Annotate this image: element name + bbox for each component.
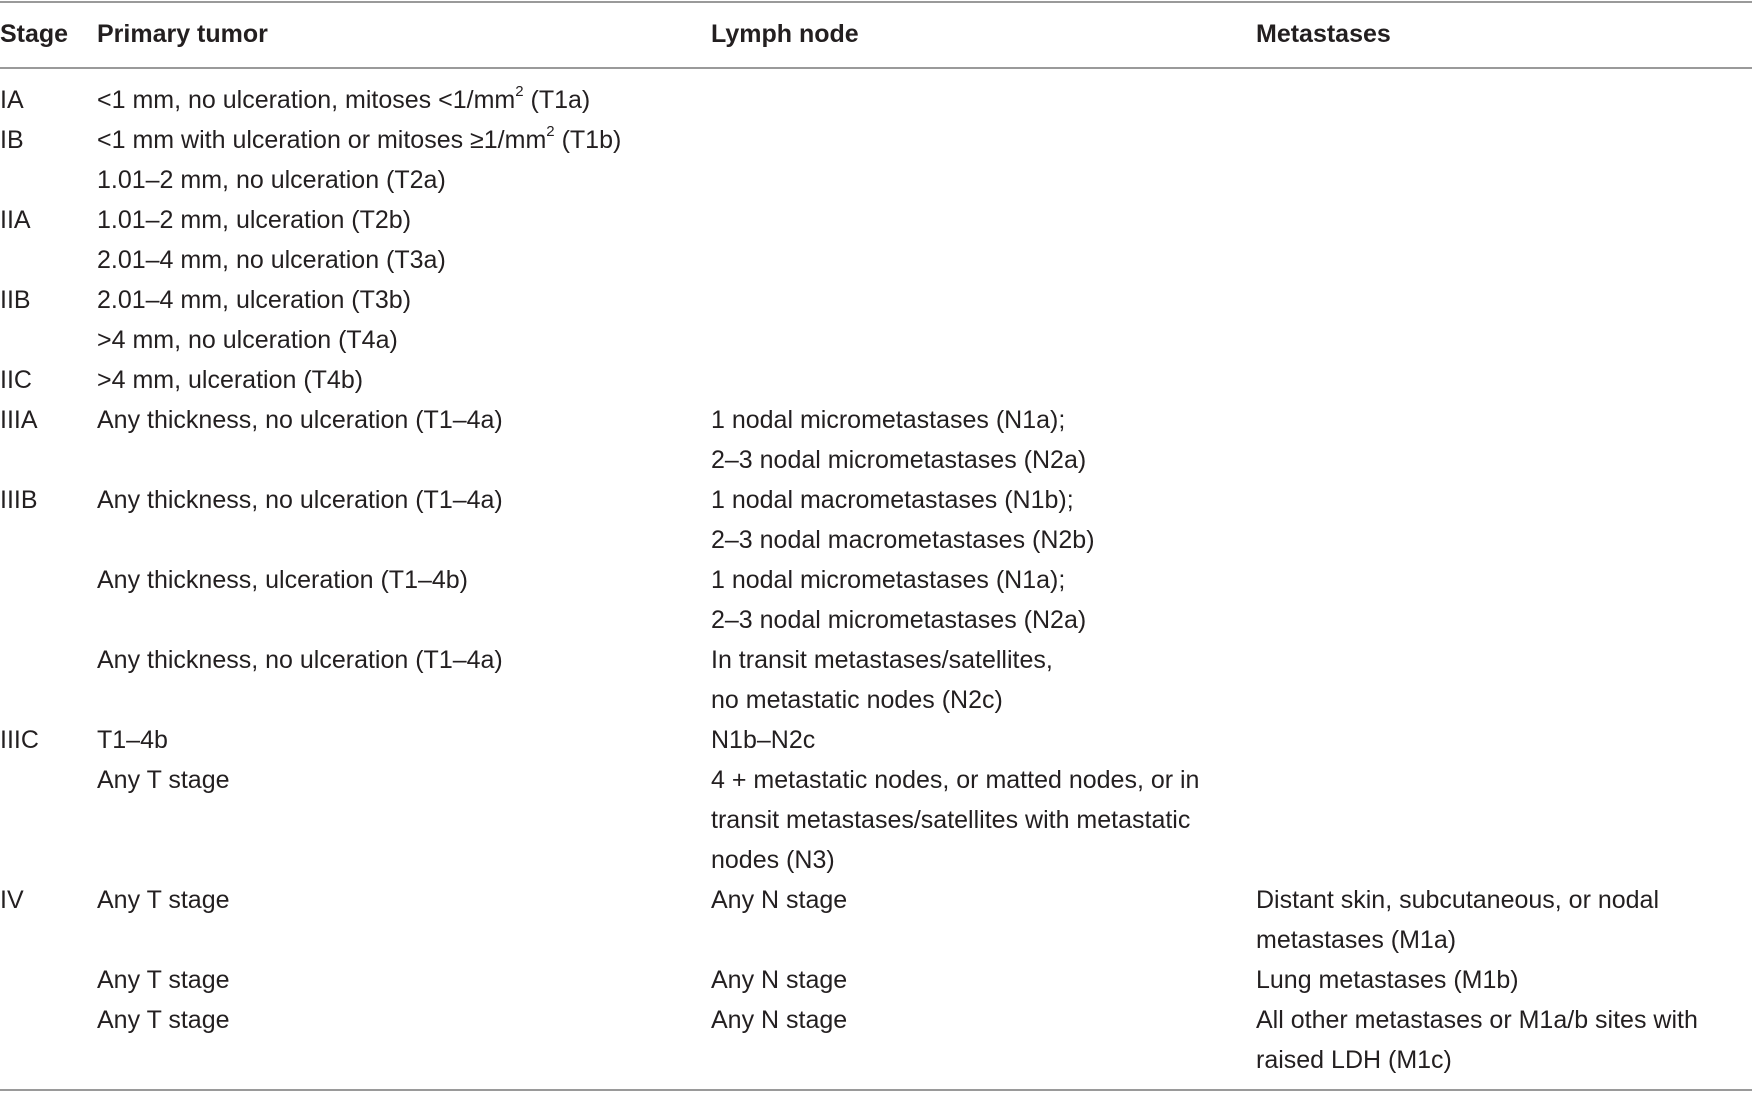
table-row bbox=[0, 760, 1752, 800]
table-row bbox=[0, 120, 1752, 160]
primary-tumor-text: Any thickness, ulceration (T1–4b) bbox=[97, 566, 469, 594]
header-lymph-node: Lymph node bbox=[711, 20, 859, 48]
primary-tumor-text: 1.01–2 mm, no ulceration (T2a) bbox=[97, 166, 446, 194]
primary-tumor-cell bbox=[97, 720, 168, 760]
table-row bbox=[0, 720, 1752, 760]
lymph-node-cell: 2–3 nodal micrometastases (N2a) bbox=[711, 606, 1087, 634]
stage-cell: IV bbox=[0, 886, 24, 914]
primary-tumor-cell bbox=[97, 400, 503, 440]
table-row bbox=[0, 520, 1752, 560]
metastases-cell: Lung metastases (M1b) bbox=[1256, 966, 1519, 994]
lymph-node-cell: N1b–N2c bbox=[711, 726, 816, 754]
primary-tumor-cell bbox=[97, 160, 446, 200]
primary-tumor-text: Any T stage bbox=[97, 766, 230, 794]
lymph-node-cell: Any N stage bbox=[711, 886, 848, 914]
table-header bbox=[0, 14, 1752, 54]
primary-tumor-text: 2.01–4 mm, ulceration (T3b) bbox=[97, 286, 412, 314]
primary-tumor-text: 2.01–4 mm, no ulceration (T3a) bbox=[97, 246, 446, 274]
table-row bbox=[0, 800, 1752, 840]
primary-tumor-text: <1 mm, no ulceration, mitoses <1/mm bbox=[97, 86, 516, 114]
primary-tumor-superscript: 2 bbox=[546, 122, 555, 140]
header-primary-tumor: Primary tumor bbox=[97, 20, 268, 48]
lymph-node-cell: 2–3 nodal micrometastases (N2a) bbox=[711, 446, 1087, 474]
primary-tumor-text: <1 mm with ulceration or mitoses ≥1/mm bbox=[97, 126, 547, 154]
stage-cell: IB bbox=[0, 126, 24, 154]
table-body bbox=[0, 80, 1752, 1080]
table-row bbox=[0, 280, 1752, 320]
primary-tumor-cell bbox=[97, 640, 503, 680]
table-row bbox=[0, 360, 1752, 400]
table-row bbox=[0, 840, 1752, 880]
primary-tumor-suffix: (T1a) bbox=[523, 86, 591, 114]
primary-tumor-cell bbox=[97, 560, 468, 600]
metastases-cell: metastases (M1a) bbox=[1256, 926, 1457, 954]
primary-tumor-text: Any T stage bbox=[97, 1006, 230, 1034]
stage-cell: IIIA bbox=[0, 406, 38, 434]
primary-tumor-cell bbox=[97, 1000, 230, 1040]
primary-tumor-cell bbox=[97, 240, 446, 280]
table-row bbox=[0, 200, 1752, 240]
table-row bbox=[0, 1000, 1752, 1040]
primary-tumor-text: >4 mm, no ulceration (T4a) bbox=[97, 326, 398, 354]
header-stage: Stage bbox=[0, 20, 69, 48]
primary-tumor-text: Any thickness, no ulceration (T1–4a) bbox=[97, 406, 503, 434]
stage-cell: IIC bbox=[0, 366, 32, 394]
lymph-node-cell: In transit metastases/satellites, bbox=[711, 646, 1053, 674]
lymph-node-cell: nodes (N3) bbox=[711, 846, 835, 874]
lymph-node-cell: no metastatic nodes (N2c) bbox=[711, 686, 1003, 714]
table-row bbox=[0, 880, 1752, 920]
table-row bbox=[0, 1040, 1752, 1080]
primary-tumor-text: >4 mm, ulceration (T4b) bbox=[97, 366, 364, 394]
primary-tumor-cell bbox=[97, 880, 230, 920]
table-row bbox=[0, 240, 1752, 280]
table-row bbox=[0, 320, 1752, 360]
primary-tumor-cell bbox=[97, 760, 230, 800]
primary-tumor-suffix: (T1b) bbox=[554, 126, 622, 154]
lymph-node-cell: 1 nodal micrometastases (N1a); bbox=[711, 406, 1066, 434]
primary-tumor-text: T1–4b bbox=[97, 726, 168, 754]
primary-tumor-text: Any T stage bbox=[97, 886, 230, 914]
primary-tumor-text: Any thickness, no ulceration (T1–4a) bbox=[97, 486, 503, 514]
lymph-node-cell: Any N stage bbox=[711, 1006, 848, 1034]
lymph-node-cell: 4 + metastatic nodes, or matted nodes, or in bbox=[711, 766, 1200, 794]
header-metastases: Metastases bbox=[1256, 20, 1391, 48]
metastases-cell: raised LDH (M1c) bbox=[1256, 1046, 1452, 1074]
table-row bbox=[0, 560, 1752, 600]
primary-tumor-cell bbox=[97, 280, 411, 320]
stage-cell: IA bbox=[0, 86, 24, 114]
table-row bbox=[0, 680, 1752, 720]
primary-tumor-cell bbox=[97, 960, 230, 1000]
primary-tumor-text: Any T stage bbox=[97, 966, 230, 994]
lymph-node-cell: Any N stage bbox=[711, 966, 848, 994]
table-header-rule bbox=[0, 67, 1752, 69]
table-row bbox=[0, 640, 1752, 680]
table-top-rule bbox=[0, 1, 1752, 3]
stage-cell: IIIB bbox=[0, 486, 38, 514]
lymph-node-cell: 1 nodal micrometastases (N1a); bbox=[711, 566, 1066, 594]
stage-cell: IIIC bbox=[0, 726, 39, 754]
stage-cell: IIB bbox=[0, 286, 31, 314]
stage-cell: IIA bbox=[0, 206, 31, 234]
primary-tumor-text: Any thickness, no ulceration (T1–4a) bbox=[97, 646, 503, 674]
primary-tumor-cell bbox=[97, 80, 590, 120]
metastases-cell: Distant skin, subcutaneous, or nodal bbox=[1256, 886, 1660, 914]
table-row bbox=[0, 440, 1752, 480]
primary-tumor-superscript: 2 bbox=[515, 82, 524, 100]
primary-tumor-cell bbox=[97, 120, 621, 160]
metastases-cell: All other metastases or M1a/b sites with bbox=[1256, 1006, 1698, 1034]
primary-tumor-cell bbox=[97, 480, 503, 520]
table-row bbox=[0, 160, 1752, 200]
primary-tumor-cell bbox=[97, 320, 398, 360]
table-row bbox=[0, 480, 1752, 520]
table-row bbox=[0, 80, 1752, 120]
primary-tumor-cell bbox=[97, 360, 363, 400]
primary-tumor-text: 1.01–2 mm, ulceration (T2b) bbox=[97, 206, 412, 234]
lymph-node-cell: 2–3 nodal macrometastases (N2b) bbox=[711, 526, 1095, 554]
primary-tumor-cell bbox=[97, 200, 411, 240]
table-bottom-rule bbox=[0, 1089, 1752, 1091]
lymph-node-cell: transit metastases/satellites with metastatic bbox=[711, 806, 1191, 834]
lymph-node-cell: 1 nodal macrometastases (N1b); bbox=[711, 486, 1074, 514]
table-row bbox=[0, 920, 1752, 960]
table-row bbox=[0, 600, 1752, 640]
table-row bbox=[0, 400, 1752, 440]
table-row bbox=[0, 960, 1752, 1000]
